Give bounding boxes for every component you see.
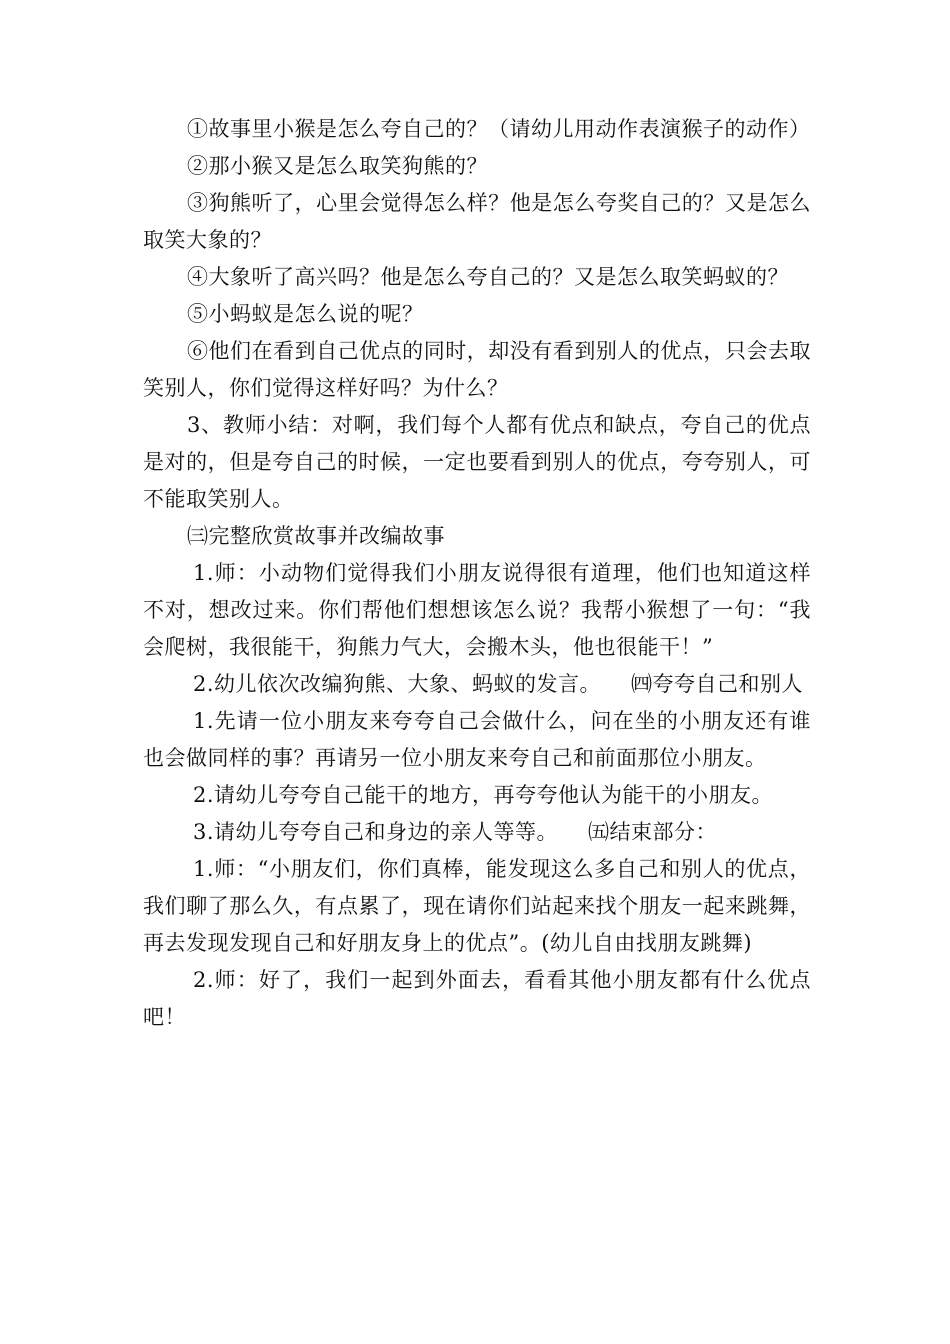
- section-3-heading: ㈢完整欣赏故事并改编故事: [187, 524, 445, 548]
- section-5-step-2: 2.师：好了，我们一起到外面去，看看其他小朋友都有什么优点吧！: [143, 968, 811, 1029]
- section-4-heading: ㈣夸夸自己和别人: [631, 672, 804, 696]
- section-4-step-2: 2.请幼儿夸夸自己能干的地方，再夸夸他认为能干的小朋友。: [193, 783, 774, 807]
- teacher-summary: 3、教师小结：对啊，我们每个人都有优点和缺点，夸自己的优点是对的，但是夸自己的时候，一定也要看到别人的优点，夸夸别人，可不能取笑别人。: [143, 413, 811, 511]
- question-1: ①故事里小猴是怎么夸自己的？（请幼儿用动作表演猴子的动作）: [187, 117, 811, 141]
- question-5: ⑤小蚂蚁是怎么说的呢？: [187, 302, 424, 326]
- section-5-step-1: 1.师：“小朋友们，你们真棒，能发现这么多自己和别人的优点，我们聊了那么久，有点累了，现在请你们站起来找个朋友一起来跳舞，再去发现发现自己和好朋友身上的优点”。(幼儿自由找朋友跳舞): [143, 857, 811, 955]
- section-3-step-2: [143, 666, 811, 703]
- section-5-heading: ㈤结束部分：: [588, 820, 718, 844]
- section-4-step-1: 1.先请一位小朋友来夸夸自己会做什么，问在坐的小朋友还有谁也会做同样的事？再请另一位小朋友来夸自己和前面那位小朋友。: [143, 709, 811, 770]
- section-3-step-2-text: 2.幼儿依次改编狗熊、大象、蚂蚁的发言。: [193, 672, 602, 696]
- section-3-step-1: 1.师：小动物们觉得我们小朋友说得很有道理，他们也知道这样不对，想改过来。你们帮他们想想该怎么说？我帮小猴想了一句：“我会爬树，我很能干，狗熊力气大，会搬木头，他也很能干！”: [143, 561, 811, 659]
- question-6: ⑥他们在看到自己优点的同时，却没有看到别人的优点，只会去取笑别人，你们觉得这样好吗？为什么？: [143, 339, 811, 400]
- question-3: ③狗熊听了，心里会觉得怎么样？他是怎么夸奖自己的？又是怎么取笑大象的？: [143, 191, 811, 252]
- question-4: ④大象听了高兴吗？他是怎么夸自己的？又是怎么取笑蚂蚁的？: [187, 265, 789, 289]
- question-2: ②那小猴又是怎么取笑狗熊的？: [187, 154, 488, 178]
- section-4-step-3: [143, 814, 811, 851]
- document-body: [143, 111, 811, 1036]
- section-4-step-3-text: 3.请幼儿夸夸自己和身边的亲人等等。: [193, 820, 559, 844]
